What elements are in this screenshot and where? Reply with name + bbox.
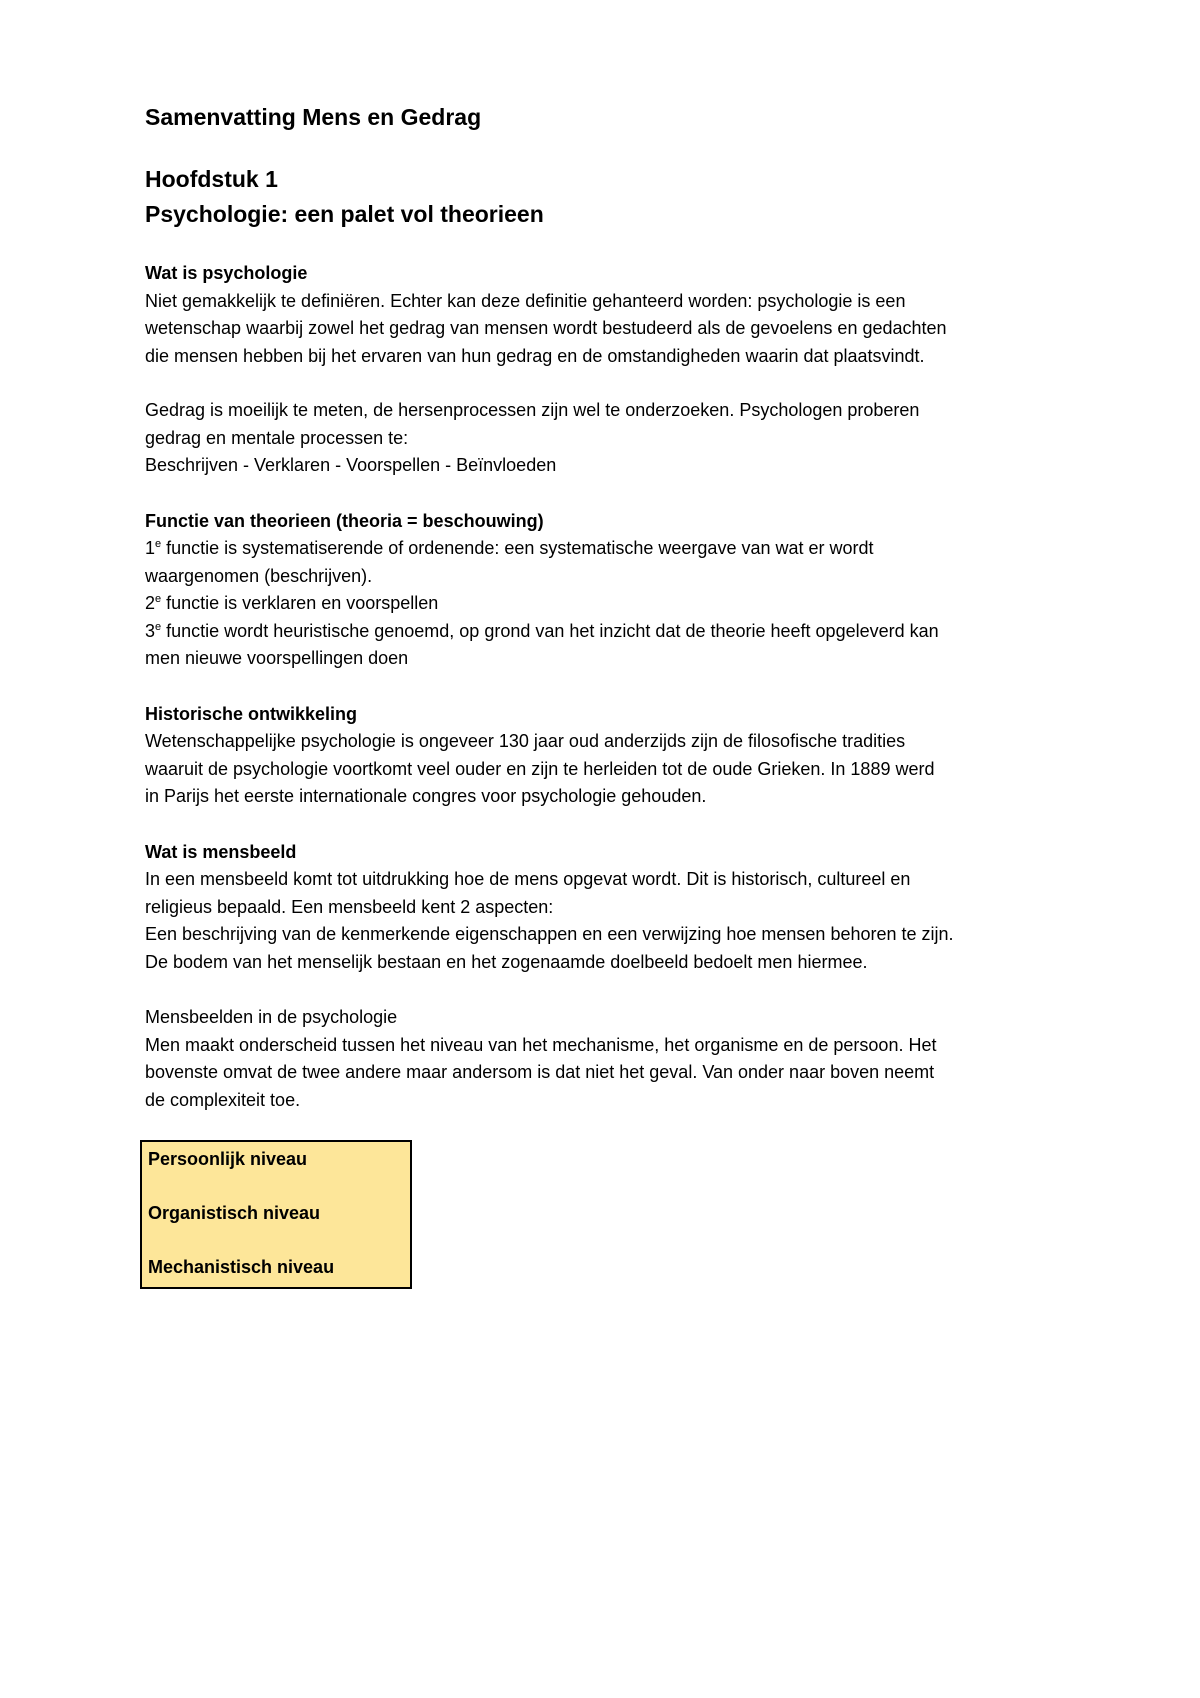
paragraph-line: Niet gemakkelijk te definiëren. Echter kan deze definitie gehanteerd worden: psychologie is een <box>145 290 906 311</box>
document-page <box>145 100 1065 1289</box>
section-functie-van-theorieen <box>145 508 1065 673</box>
section-heading: Wat is psychologie <box>145 263 308 283</box>
levels-box <box>140 1140 412 1289</box>
section-wat-is-mensbeeld <box>145 839 1065 977</box>
paragraph-line: De bodem van het menselijk bestaan en het zogenaamde doelbeeld bedoelt men hiermee. <box>145 951 868 972</box>
level-mechanistisch: Mechanistisch niveau <box>148 1257 335 1277</box>
paragraph-line: in Parijs het eerste internationale congres voor psychologie gehouden. <box>145 786 707 806</box>
section-historische-ontwikkeling <box>145 701 1065 811</box>
paragraph-line: gedrag en mentale processen te: <box>145 427 409 448</box>
item-number: 3 <box>145 620 156 641</box>
function-item-1 <box>145 535 1065 563</box>
function-item-2 <box>145 590 1065 618</box>
paragraph-line: Men maakt onderscheid tussen het niveau van het mechanisme, het organisme en de persoon. Het <box>145 1034 937 1055</box>
function-item-3-continued: men nieuwe voorspellingen doen <box>145 648 409 668</box>
paragraph-line: Beschrijven - Verklaren - Voorspellen - Beïnvloeden <box>145 455 557 475</box>
paragraph-line: In een mensbeeld komt tot uitdrukking hoe de mens opgevat wordt. Dit is historisch, cultureel en <box>145 869 911 889</box>
chapter-number: Hoofdstuk 1 <box>145 166 278 192</box>
paragraph-line: religieus bepaald. Een mensbeeld kent 2 aspecten: <box>145 896 554 917</box>
paragraph-line: die mensen hebben bij het ervaren van hun gedrag en de omstandigheden waarin dat plaatsvindt. <box>145 345 925 366</box>
ordinal-suffix: e <box>155 620 162 633</box>
paragraph <box>145 397 1065 480</box>
paragraph-line: waaruit de psychologie voortkomt veel ouder en zijn te herleiden tot de oude Grieken. In 1889 werd <box>145 758 935 779</box>
paragraph-line: Gedrag is moeilijk te meten, de hersenprocessen zijn wel te onderzoeken. Psychologen proberen <box>145 400 920 420</box>
item-number: 2 <box>145 593 156 613</box>
paragraph-line: wetenschap waarbij zowel het gedrag van mensen wordt bestudeerd als de gevoelens en gedachten <box>145 318 947 338</box>
section-heading: Wat is mensbeeld <box>145 841 297 862</box>
section-wat-is-psychologie <box>145 260 1065 480</box>
item-text: functie is systematiserende of ordenende: een systematische weergave van wat er wordt <box>161 538 874 558</box>
item-text: functie wordt heuristische genoemd, op grond van het inzicht dat de theorie heeft opgeleverd kan <box>161 620 939 641</box>
section-heading: Mensbeelden in de psychologie <box>145 1007 398 1027</box>
document-title: Samenvatting Mens en Gedrag <box>145 104 482 130</box>
level-organistisch: Organistisch niveau <box>148 1203 321 1223</box>
chapter-heading <box>145 162 1065 232</box>
paragraph-line: Wetenschappelijke psychologie is ongeveer 130 jaar oud anderzijds zijn de filosofische tradities <box>145 731 906 751</box>
function-item-3 <box>145 618 1065 646</box>
section-mensbeelden-in-de-psychologie <box>145 1004 1065 1114</box>
paragraph-line: bovenste omvat de twee andere maar andersom is dat niet het geval. Van onder naar boven neemt <box>145 1062 935 1082</box>
paragraph-line: Een beschrijving van de kenmerkende eigenschappen en een verwijzing hoe mensen behoren te zijn. <box>145 924 954 944</box>
paragraph-line: de complexiteit toe. <box>145 1089 301 1110</box>
level-persoonlijk: Persoonlijk niveau <box>148 1149 308 1169</box>
section-heading: Functie van theorieen (theoria = beschouwing) <box>145 510 544 531</box>
section-heading: Historische ontwikkeling <box>145 703 358 724</box>
item-text: functie is verklaren en voorspellen <box>161 593 439 613</box>
function-item-1-continued: waargenomen (beschrijven). <box>145 565 373 586</box>
ordinal-suffix: e <box>155 538 162 550</box>
ordinal-suffix: e <box>155 593 162 605</box>
chapter-title: Psychologie: een palet vol theorieen <box>145 201 544 227</box>
item-number: 1 <box>145 538 156 558</box>
